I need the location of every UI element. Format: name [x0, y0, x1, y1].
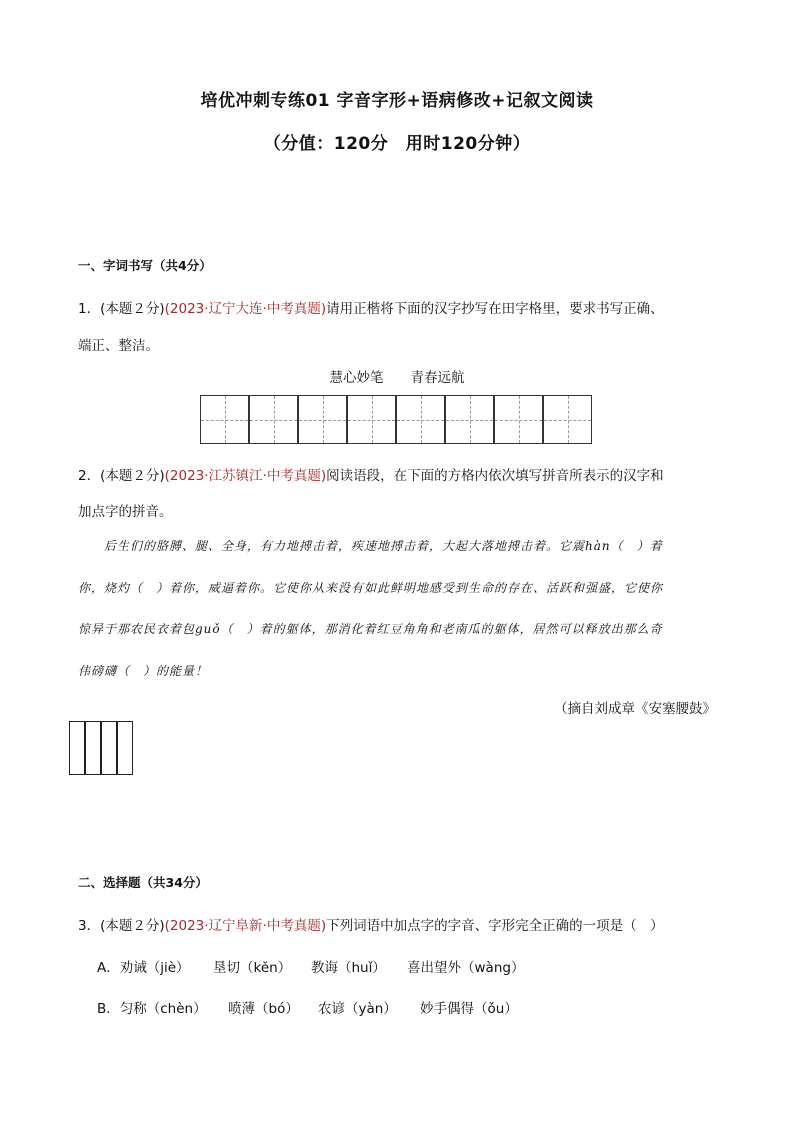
- document-title: 培优冲刺专练01 字音字形+语病修改+记叙文阅读: [200, 91, 594, 111]
- question-2-text: 阅读语段，在下面的方格内依次填写拼音所表示的汉字和: [326, 468, 664, 484]
- question-1: [78, 297, 664, 317]
- question-2: [78, 464, 664, 484]
- grid-cell[interactable]: [445, 395, 494, 444]
- tianzige-grid[interactable]: [200, 395, 592, 444]
- question-3-source: (2023·辽宁阜新·中考真题): [164, 918, 327, 934]
- grid-cell[interactable]: [494, 395, 543, 444]
- passage-line: 伟磅礴（ ）的能量！: [78, 664, 209, 678]
- question-2-source: (2023·江苏镇江·中考真题): [164, 468, 327, 484]
- option-a-item3: 教诲（huǐ）: [311, 960, 386, 976]
- passage-line: 惊异于那农民衣着包guǒ（ ）着的躯体，那消化着红豆角角和老南瓜的躯体，居然可以释放出那么奇: [78, 622, 663, 636]
- passage-citation: （摘自刘成章《安塞腰鼓》: [554, 701, 716, 717]
- grid-cell[interactable]: [249, 395, 298, 444]
- question-3-prefix: 3．(本题２分): [78, 918, 165, 934]
- grid-cell[interactable]: [200, 395, 249, 444]
- grid-cell[interactable]: [347, 395, 396, 444]
- question-2-prefix: 2．(本题２分): [78, 468, 165, 484]
- grid-cell[interactable]: [396, 395, 445, 444]
- question-1-source: (2023·辽宁大连·中考真题): [164, 301, 327, 317]
- answer-box[interactable]: [69, 721, 85, 775]
- option-a-item1[interactable]: A．劝诫（jiè）: [97, 960, 190, 976]
- answer-box[interactable]: [101, 721, 117, 775]
- question-1-text: 请用正楷将下面的汉字抄写在田字格里，要求书写正确、: [326, 301, 664, 317]
- option-b-item4: 妙手偶得（ǒu）: [420, 1001, 518, 1017]
- grid-cell[interactable]: [543, 395, 592, 444]
- question-1-prefix: 1．(本题２分): [78, 301, 165, 317]
- question-1-text-line2: 端正、整洁。: [78, 338, 159, 354]
- answer-box[interactable]: [85, 721, 101, 775]
- option-a-item4: 喜出望外（wàng）: [407, 960, 525, 976]
- section-1-heading: 一、字词书写（共4分）: [78, 258, 212, 273]
- question-3-text: 下列词语中加点字的字音、字形完全正确的一项是（ ）: [326, 918, 664, 934]
- option-a-item2: 垦切（kěn）: [213, 960, 292, 976]
- grid-cell[interactable]: [298, 395, 347, 444]
- question-3: [78, 914, 664, 934]
- document-subtitle: （分值：120分 用时120分钟）: [263, 134, 531, 154]
- option-b-item3: 农谚（yàn）: [318, 1001, 397, 1017]
- section-2-heading: 二、选择题（共34分）: [78, 875, 208, 890]
- option-b-item2: 喷薄（bó）: [228, 1001, 299, 1017]
- passage-line: 你，烧灼（ ）着你，威逼着你。它使你从来没有如此鲜明地感受到生命的存在、活跃和强盛，它使你: [78, 581, 664, 595]
- passage-line: 后生们的胳膊、腿、全身，有力地搏击着，疾速地搏击着，大起大落地搏击着。它震hàn（ ）着: [104, 539, 663, 553]
- words-to-copy: 慧心妙笔 青春远航: [329, 370, 465, 386]
- answer-boxes[interactable]: [69, 721, 135, 775]
- question-2-text-line2: 加点字的拼音。: [78, 504, 173, 520]
- answer-box[interactable]: [117, 721, 133, 775]
- option-b-item1[interactable]: B．匀称（chèn）: [97, 1001, 207, 1017]
